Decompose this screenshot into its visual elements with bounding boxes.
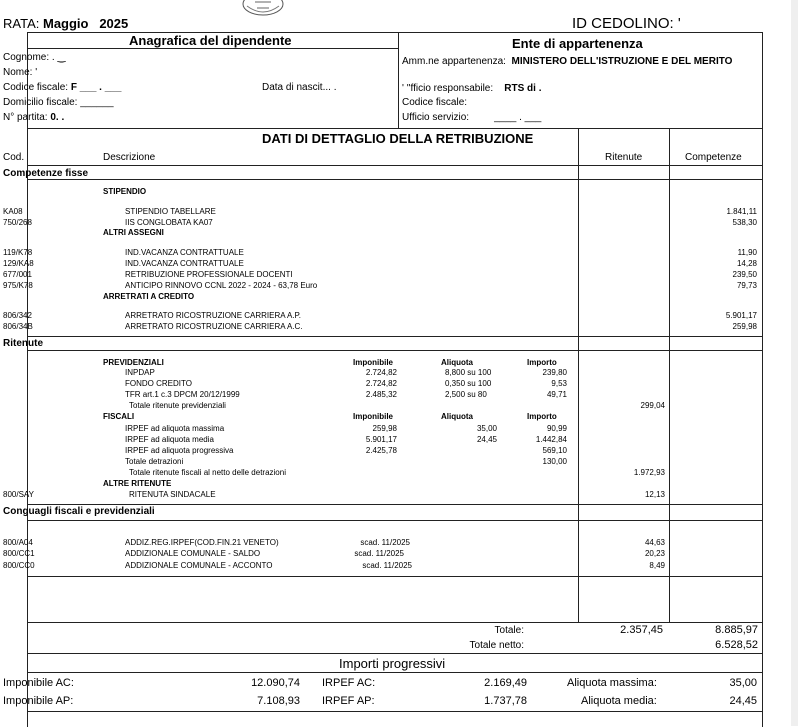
fisc-aliquota: 35,00 xyxy=(476,424,497,433)
imponibile-ap-label: Imponibile AP: xyxy=(3,695,74,707)
ente-title: Ente di appartenenza xyxy=(512,36,643,51)
domicilio-fiscale: Domicilio fiscale: ______ xyxy=(3,97,114,108)
col-aliquota: Aliquota xyxy=(441,412,473,421)
sindacale-cod: 800/SAY xyxy=(3,490,34,499)
row-desc: ARRETRATO RICOSTRUZIONE CARRIERA A.P. xyxy=(125,311,302,320)
totale-netto-label: Totale netto: xyxy=(469,640,524,651)
prev-totale: 299,04 xyxy=(640,401,665,410)
imponibile-ac-label: Imponibile AC: xyxy=(3,677,74,689)
aliquota-massima: 35,00 xyxy=(729,677,757,689)
col-descrizione: Descrizione xyxy=(103,152,156,163)
irpef-ap: 1.737,78 xyxy=(484,695,527,707)
totale-competenze: 8.885,97 xyxy=(715,624,758,636)
prev-desc: TFR art.1 c.3 DPCM 20/12/1999 xyxy=(125,390,240,399)
fisc-importo: 569,10 xyxy=(542,446,567,455)
row-cod: 806/34B xyxy=(3,322,33,331)
prev-imponibile: 2.485,32 xyxy=(365,390,397,399)
fisc-aliquota: 24,45 xyxy=(476,435,497,444)
col-importo: Importo xyxy=(527,412,557,421)
prev-aliquota: 2,500 su 80 xyxy=(445,390,487,399)
row-cod: 677/001 xyxy=(3,270,32,279)
emblem-logo xyxy=(241,0,285,16)
row-competenza: 538,30 xyxy=(732,218,757,227)
fisc-importo: 130,00 xyxy=(542,457,567,466)
conguaglio-ritenuta: 8,49 xyxy=(649,561,665,570)
conguagli-bottom-line xyxy=(27,576,763,577)
conguaglio-scad: scad. 11/2025 xyxy=(360,538,410,547)
anagrafica-title-line xyxy=(27,48,398,49)
fisc-imponibile: 5.901,17 xyxy=(365,435,397,444)
conguagli-title: Conguagli fiscali e previdenziali xyxy=(3,506,155,517)
row-competenza: 1.841,11 xyxy=(726,207,757,216)
row-desc: IND.VACANZA CONTRATTUALE xyxy=(125,259,244,268)
row-competenza: 239,50 xyxy=(732,270,757,279)
prev-imponibile: 2.724,82 xyxy=(365,379,397,388)
prev-aliquota: 0,350 su 100 xyxy=(445,379,492,388)
prev-aliquota: 8,800 su 100 xyxy=(445,368,492,377)
row-competenza: 14,28 xyxy=(736,259,757,268)
anagrafica-title: Anagrafica del dipendente xyxy=(129,33,292,48)
col-cod: Cod. xyxy=(3,152,25,163)
col-imponibile: Imponibile xyxy=(353,412,393,421)
row-desc: IIS CONGLOBATA KA07 xyxy=(125,218,213,227)
conguaglio-cod: 800/A04 xyxy=(3,538,33,547)
competenze-fisse-title: Competenze fisse xyxy=(3,168,89,179)
ritenute-title-line xyxy=(27,350,763,351)
altre-ritenute-title: ALTRE RITENUTE xyxy=(103,479,172,488)
conguaglio-ritenuta: 20,23 xyxy=(644,549,665,558)
fisc-imponibile: 2.425,78 xyxy=(365,446,397,455)
aliquota-media: 24,45 xyxy=(729,695,757,707)
prev-totale-label: Totale ritenute previdenziali xyxy=(129,401,226,410)
conguaglio-desc: ADDIZ.REG.IRPEF(COD.FIN.21 VENETO) xyxy=(125,538,279,547)
prev-importo: 239,80 xyxy=(542,368,567,377)
row-cod: 806/342 xyxy=(3,311,32,320)
conguaglio-cod: 800/CC0 xyxy=(3,561,35,570)
codice-fiscale: Codice fiscale: F ___ . ___ xyxy=(3,82,122,93)
fiscali-title: FISCALI xyxy=(103,412,135,421)
totale-netto: 6.528,52 xyxy=(715,639,758,651)
col-divider-ritenute xyxy=(578,128,579,622)
conguagli-title-line xyxy=(27,520,763,521)
progressivi-title: Importi progressivi xyxy=(339,656,446,671)
row-cod: KA08 xyxy=(3,207,23,216)
fisc-desc: IRPEF ad aliquota massima xyxy=(125,424,225,433)
irpef-ac: 2.169,49 xyxy=(484,677,527,689)
fisc-importo: 90,99 xyxy=(546,424,567,433)
irpef-ac-label: IRPEF AC: xyxy=(322,677,376,689)
row-cod: 129/KA8 xyxy=(3,259,34,268)
totali-top-line xyxy=(27,622,763,623)
arretrati-title: ARRETRATI A CREDITO xyxy=(103,292,195,301)
dettaglio-header-line xyxy=(27,165,763,166)
data-nascita: Data di nascit... . xyxy=(262,82,337,93)
previdenziali-title: PREVIDENZIALI xyxy=(103,358,164,367)
row-desc: ARRETRATO RICOSTRUZIONE CARRIERA A.C. xyxy=(125,322,303,331)
col-divider-competenze xyxy=(669,128,670,622)
scrollbar[interactable] xyxy=(791,0,798,726)
conguagli-top-line xyxy=(27,504,763,505)
totale-label: Totale: xyxy=(494,625,524,636)
row-cod: 119/K78 xyxy=(3,248,33,257)
ritenute-title: Ritenute xyxy=(3,338,43,349)
prev-desc: FONDO CREDITO xyxy=(125,379,192,388)
row-competenza: 11,90 xyxy=(737,248,757,257)
fisc-desc: Totale detrazioni xyxy=(125,457,184,466)
conguaglio-scad: scad. 11/2025 xyxy=(362,561,412,570)
dettaglio-top-line xyxy=(27,128,763,129)
row-competenza: 259,98 xyxy=(732,322,757,331)
prev-desc: INPDAP xyxy=(125,368,155,377)
col-ritenute: Ritenute xyxy=(605,152,643,163)
aliquota-massima-label: Aliquota massima: xyxy=(567,677,657,689)
fisc-imponibile: 259,98 xyxy=(372,424,397,433)
prev-importo: 9,53 xyxy=(551,379,567,388)
sindacale-value: 12,13 xyxy=(644,490,665,499)
row-desc: RETRIBUZIONE PROFESSIONALE DOCENTI xyxy=(125,270,293,279)
fisc-totale-label: Totale ritenute fiscali al netto delle detrazioni xyxy=(129,468,286,477)
conguaglio-desc: ADDIZIONALE COMUNALE - SALDO xyxy=(125,549,261,558)
rata: RATA: Maggio 2025 xyxy=(3,16,129,31)
col-imponibile: Imponibile xyxy=(353,358,393,367)
anagrafica-divider xyxy=(398,32,399,128)
row-cod: 975/K78 xyxy=(3,281,33,290)
imponibile-ac: 12.090,74 xyxy=(251,677,300,689)
imponibile-ap: 7.108,93 xyxy=(257,695,300,707)
competenze-fisse-line xyxy=(27,179,763,180)
row-competenza: 5.901,17 xyxy=(725,311,757,320)
col-importo: Importo xyxy=(527,358,557,367)
conguaglio-scad: scad. 11/2025 xyxy=(354,549,404,558)
row-cod: 750/268 xyxy=(3,218,32,227)
totale-ritenute: 2.357,45 xyxy=(620,624,663,636)
row-competenza: 79,73 xyxy=(736,281,757,290)
progressivi-title-line xyxy=(27,672,763,673)
dettaglio-title: DATI DI DETTAGLIO DELLA RETRIBUZIONE xyxy=(262,131,534,146)
stipendio-title: STIPENDIO xyxy=(103,187,147,196)
id-cedolino: ID CEDOLINO: ' xyxy=(572,15,681,32)
ufficio-servizio: Ufficio servizio: ____ . ___ xyxy=(402,112,542,123)
col-aliquota: Aliquota xyxy=(441,358,473,367)
conguaglio-desc: ADDIZIONALE COMUNALE - ACCONTO xyxy=(125,561,273,570)
altri-assegni-title: ALTRI ASSEGNI xyxy=(103,228,164,237)
fisc-desc: IRPEF ad aliquota progressiva xyxy=(125,446,234,455)
ente-codice-fiscale: Codice fiscale: xyxy=(402,97,468,108)
prev-imponibile: 2.724,82 xyxy=(365,368,397,377)
aliquota-media-label: Aliquota media: xyxy=(581,695,657,707)
row-desc: STIPENDIO TABELLARE xyxy=(125,207,216,216)
conguaglio-ritenuta: 44,63 xyxy=(644,538,665,547)
row-desc: IND.VACANZA CONTRATTUALE xyxy=(125,248,244,257)
fisc-importo: 1.442,84 xyxy=(535,435,567,444)
fisc-totale: 1.972,93 xyxy=(633,468,665,477)
numero-partita: N° partita: 0. . xyxy=(3,112,65,123)
amministrazione: Amm.ne appartenenza: MINISTERO DELL'ISTRUZIONE E DEL MERITO xyxy=(402,56,733,67)
ufficio-responsabile: ' ''fficio responsabile: RTS di . xyxy=(402,83,542,94)
sindacale-desc: RITENUTA SINDACALE xyxy=(129,490,216,499)
ritenute-top-line xyxy=(27,336,763,337)
irpef-ap-label: IRPEF AP: xyxy=(322,695,375,707)
prev-importo: 49,71 xyxy=(546,390,567,399)
row-desc: ANTICIPO RINNOVO CCNL 2022 - 2024 - 63,78 Euro xyxy=(125,281,318,290)
cognome: Cognome: . ‿ xyxy=(3,52,66,63)
header-faded-text xyxy=(368,0,370,9)
fisc-desc: IRPEF ad aliquota media xyxy=(125,435,214,444)
nome: Nome: ' xyxy=(3,67,38,78)
col-competenze: Competenze xyxy=(685,152,742,163)
conguaglio-cod: 800/CC1 xyxy=(3,549,35,558)
totali-bottom-line xyxy=(27,653,763,654)
progressivi-bottom-line xyxy=(27,711,763,712)
